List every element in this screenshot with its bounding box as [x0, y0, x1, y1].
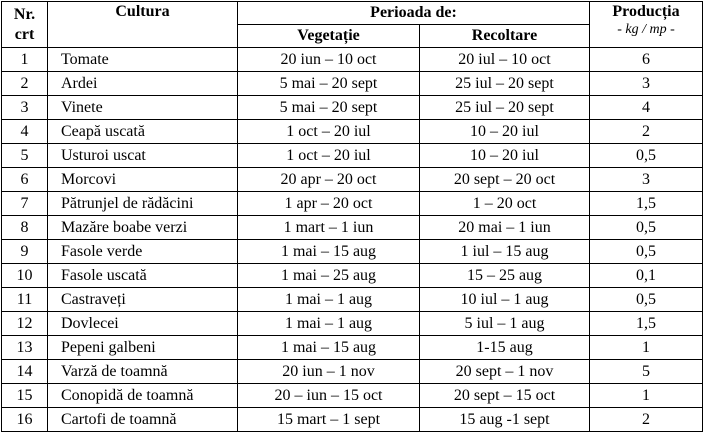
cell-productia: 2 — [590, 408, 703, 432]
cell-cultura: Pătrunjel de rădăcini — [48, 192, 238, 216]
table-row — [2, 360, 703, 384]
cell-nr: 5 — [2, 144, 48, 168]
cell-cultura: Morcovi — [48, 168, 238, 192]
cell-cultura: Varză de toamnă — [48, 360, 238, 384]
table-row — [2, 312, 703, 336]
cell-nr: 15 — [2, 384, 48, 408]
table-row — [2, 408, 703, 432]
table-row — [2, 144, 703, 168]
cell-vegetatie: 1 oct – 20 iul — [238, 144, 420, 168]
cell-vegetatie: 5 mai – 20 sept — [238, 96, 420, 120]
table-row — [2, 168, 703, 192]
cell-productia: 0,1 — [590, 264, 703, 288]
cell-productia: 5 — [590, 360, 703, 384]
cell-nr: 6 — [2, 168, 48, 192]
header-cultura: Cultura — [48, 2, 238, 48]
cell-nr: 2 — [2, 72, 48, 96]
cell-vegetatie: 20 apr – 20 oct — [238, 168, 420, 192]
cell-cultura: Tomate — [48, 48, 238, 72]
cell-productia: 2 — [590, 120, 703, 144]
cell-recoltare: 10 iul – 1 aug — [420, 288, 590, 312]
cell-productia: 1,5 — [590, 312, 703, 336]
cell-nr: 13 — [2, 336, 48, 360]
table-row — [2, 384, 703, 408]
cell-cultura: Vinete — [48, 96, 238, 120]
table-row — [2, 264, 703, 288]
header-recoltare: Recoltare — [420, 25, 590, 48]
cell-productia: 3 — [590, 72, 703, 96]
header-nr-line1: Nr. — [13, 5, 36, 23]
cell-productia: 0,5 — [590, 144, 703, 168]
cell-recoltare: 5 iul – 1 aug — [420, 312, 590, 336]
cell-recoltare: 25 iul – 20 sept — [420, 72, 590, 96]
cell-recoltare: 1 – 20 oct — [420, 192, 590, 216]
cell-cultura: Usturoi uscat — [48, 144, 238, 168]
cell-nr: 16 — [2, 408, 48, 432]
table-row — [2, 72, 703, 96]
cell-cultura: Ardei — [48, 72, 238, 96]
header-vegetatie: Vegetație — [238, 25, 420, 48]
header-productia-unit: - kg / mp - — [617, 22, 675, 37]
cell-recoltare: 20 mai – 1 iun — [420, 216, 590, 240]
cell-productia: 0,5 — [590, 288, 703, 312]
table-body — [2, 48, 703, 432]
cell-productia: 6 — [590, 48, 703, 72]
cell-productia: 1,5 — [590, 192, 703, 216]
cell-vegetatie: 20 – iun – 15 oct — [238, 384, 420, 408]
cell-nr: 11 — [2, 288, 48, 312]
cell-vegetatie: 1 mai – 15 aug — [238, 336, 420, 360]
header-productia-label: Producția — [612, 3, 680, 20]
cell-nr: 8 — [2, 216, 48, 240]
cell-vegetatie: 15 mart – 1 sept — [238, 408, 420, 432]
table-row — [2, 288, 703, 312]
cell-cultura: Fasole uscată — [48, 264, 238, 288]
cell-cultura: Dovlecei — [48, 312, 238, 336]
table-row — [2, 48, 703, 72]
cell-recoltare: 15 aug -1 sept — [420, 408, 590, 432]
cell-vegetatie: 1 mai – 25 aug — [238, 264, 420, 288]
cell-recoltare: 15 – 25 aug — [420, 264, 590, 288]
table-row — [2, 120, 703, 144]
cell-vegetatie: 1 mart – 1 iun — [238, 216, 420, 240]
table-row — [2, 192, 703, 216]
cell-vegetatie: 5 mai – 20 sept — [238, 72, 420, 96]
header-nr-line2: crt — [14, 25, 35, 43]
header-nr — [2, 2, 48, 48]
cell-productia: 0,5 — [590, 216, 703, 240]
cell-productia: 4 — [590, 96, 703, 120]
cell-vegetatie: 1 mai – 1 aug — [238, 288, 420, 312]
cell-cultura: Castraveți — [48, 288, 238, 312]
cell-cultura: Pepeni galbeni — [48, 336, 238, 360]
cell-recoltare: 20 sept – 1 nov — [420, 360, 590, 384]
cell-vegetatie: 1 mai – 15 aug — [238, 240, 420, 264]
cell-vegetatie: 20 iun – 1 nov — [238, 360, 420, 384]
cell-nr: 4 — [2, 120, 48, 144]
cell-vegetatie: 1 apr – 20 oct — [238, 192, 420, 216]
cell-cultura: Fasole verde — [48, 240, 238, 264]
cell-nr: 10 — [2, 264, 48, 288]
cell-recoltare: 20 iul – 10 oct — [420, 48, 590, 72]
cell-recoltare: 10 – 20 iul — [420, 144, 590, 168]
table-row — [2, 336, 703, 360]
cell-productia: 0,5 — [590, 240, 703, 264]
cell-productia: 1 — [590, 336, 703, 360]
cell-productia: 1 — [590, 384, 703, 408]
cell-vegetatie: 20 iun – 10 oct — [238, 48, 420, 72]
cell-recoltare: 20 sept – 15 oct — [420, 384, 590, 408]
cell-vegetatie: 1 mai – 1 aug — [238, 312, 420, 336]
cell-nr: 3 — [2, 96, 48, 120]
header-perioada: Perioada de: — [238, 2, 590, 25]
header-productia — [590, 2, 703, 48]
cell-nr: 1 — [2, 48, 48, 72]
cell-cultura: Ceapă uscată — [48, 120, 238, 144]
cell-vegetatie: 1 oct – 20 iul — [238, 120, 420, 144]
cell-recoltare: 1 iul – 15 aug — [420, 240, 590, 264]
cell-nr: 7 — [2, 192, 48, 216]
cell-recoltare: 25 iul – 20 sept — [420, 96, 590, 120]
table-row — [2, 240, 703, 264]
cell-recoltare: 1-15 aug — [420, 336, 590, 360]
cell-recoltare: 20 sept – 20 oct — [420, 168, 590, 192]
cell-productia: 3 — [590, 168, 703, 192]
cell-cultura: Conopidă de toamnă — [48, 384, 238, 408]
cell-recoltare: 10 – 20 iul — [420, 120, 590, 144]
cell-cultura: Cartofi de toamnă — [48, 408, 238, 432]
cell-nr: 14 — [2, 360, 48, 384]
crop-table — [1, 1, 703, 432]
table-row — [2, 216, 703, 240]
cell-nr: 12 — [2, 312, 48, 336]
cell-cultura: Mazăre boabe verzi — [48, 216, 238, 240]
table-row — [2, 96, 703, 120]
cell-nr: 9 — [2, 240, 48, 264]
